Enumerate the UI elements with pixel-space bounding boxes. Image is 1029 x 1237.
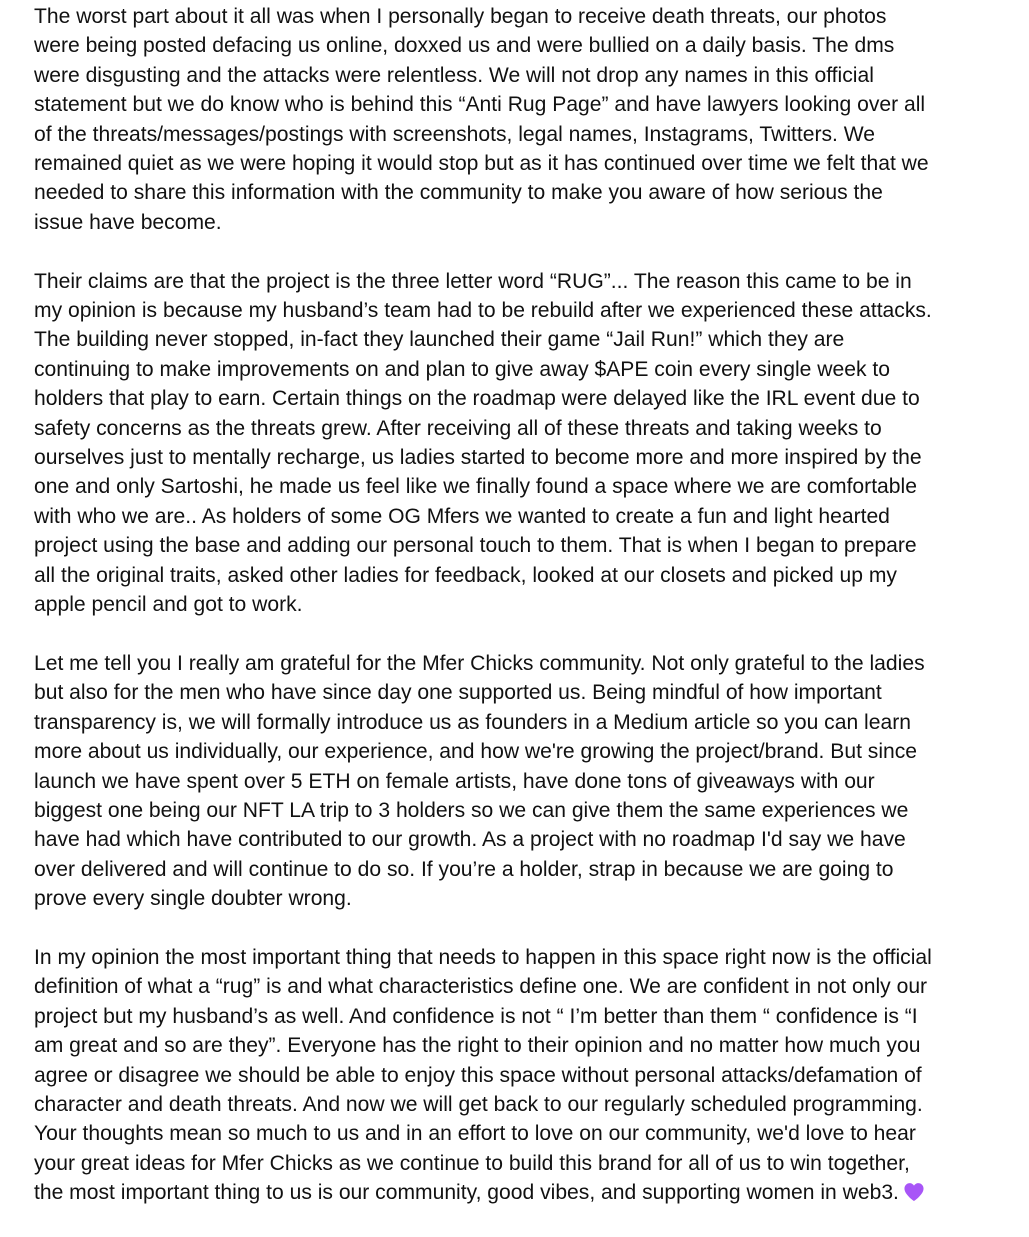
text-line: ourselves just to mentally recharge, us ladies started to become more and more inspired by the [34, 446, 922, 470]
text-line: your great ideas for Mfer Chicks as we continue to build this brand for all of us to win together, [34, 1151, 910, 1175]
text-line-final-text: the most important thing to us is our community, good vibes, and supporting women in web3. [34, 1181, 899, 1205]
text-line: In my opinion the most important thing that needs to happen in this space right now is the official [34, 945, 932, 969]
text-line: The worst part about it all was when I personally began to receive death threats, our photos [34, 5, 887, 28]
text-line: all the original traits, asked other ladies for feedback, looked at our closets and picked up my [34, 563, 897, 587]
text-line: definition of what a “rug” is and what characteristics define one. We are confident in not only our [34, 975, 928, 999]
text-line: have had which have contributed to our growth. As a project with no roadmap I'd say we have [34, 828, 906, 852]
text-line: holders that play to earn. Certain things on the roadmap were delayed like the IRL event due to [34, 387, 920, 411]
text-line: launch we have spent over 5 ETH on female artists, have done tons of giveaways with our [34, 769, 875, 793]
text-line: prove every single doubter wrong. [34, 887, 352, 911]
text-line: needed to share this information with the community to make you aware of how serious the [34, 181, 883, 205]
text-line: statement but we do know who is behind this “Anti Rug Page” and have lawyers looking over all [34, 93, 926, 117]
text-line: more about us individually, our experience, and how we're growing the project/brand. But since [34, 740, 918, 764]
text-line: am great and so are they”. Everyone has the right to their opinion and no matter how much you [34, 1034, 921, 1058]
text-line: apple pencil and got to work. [34, 593, 303, 617]
text-line: one and only Sartoshi, he made us feel like we finally found a space where we are comfortable [34, 475, 917, 499]
paragraph-death-threats [34, 0, 1009, 237]
text-line: were being posted defacing us online, doxxed us and were bullied on a daily basis. The dms [34, 34, 895, 58]
text-line: The building never stopped, in-fact they launched their game “Jail Run!” which they are [34, 328, 845, 352]
paragraph-gratitude [34, 649, 1009, 914]
text-line: but also for the men who have since day one supported us. Being mindful of how important [34, 681, 882, 705]
text-line: were disgusting and the attacks were relentless. We will not drop any names in this official [34, 63, 874, 87]
statement-document [34, 0, 1009, 1237]
text-line: project but my husband’s as well. And confidence is not “ I’m better than them “ confidence is “I [34, 1004, 918, 1028]
text-line: agree or disagree we should be able to enjoy this space without personal attacks/defamation of [34, 1063, 922, 1087]
text-line: remained quiet as we were hoping it would stop but as it has continued over time we felt that we [34, 152, 929, 176]
text-line: safety concerns as the threats grew. After receiving all of these threats and taking weeks to [34, 416, 882, 440]
text-line: Let me tell you I really am grateful for the Mfer Chicks community. Not only grateful to the ladies [34, 651, 925, 675]
paragraph-rug-claims [34, 267, 1009, 620]
text-line: character and death threats. And now we will get back to our regularly scheduled programming. [34, 1092, 923, 1116]
text-line: with who we are.. As holders of some OG Mfers we wanted to create a fun and light hearted [34, 504, 890, 528]
text-line: Their claims are that the project is the three letter word “RUG”... The reason this came to be in [34, 269, 912, 293]
text-line: biggest one being our NFT LA trip to 3 holders so we can give them the same experiences we [34, 798, 909, 822]
text-line-final [34, 1178, 1009, 1207]
text-line: over delivered and will continue to do so. If you’re a holder, strap in because we are going to [34, 857, 894, 881]
text-line: my opinion is because my husband’s team had to be rebuild after we experienced these attacks. [34, 299, 932, 323]
text-line: Your thoughts mean so much to us and in an effort to love on our community, we'd love to hear [34, 1122, 916, 1146]
text-line: issue have become. [34, 210, 222, 234]
purple-heart-icon [903, 1182, 925, 1202]
text-line: transparency is, we will formally introduce us as founders in a Medium article so you can learn [34, 710, 911, 734]
text-line: project using the base and adding our personal touch to them. That is when I began to prepare [34, 534, 917, 558]
text-line: continuing to make improvements on and plan to give away $APE coin every single week to [34, 357, 890, 381]
text-line: of the threats/messages/postings with screenshots, legal names, Instagrams, Twitters. We [34, 122, 876, 146]
paragraph-rug-definition [34, 943, 1009, 1208]
